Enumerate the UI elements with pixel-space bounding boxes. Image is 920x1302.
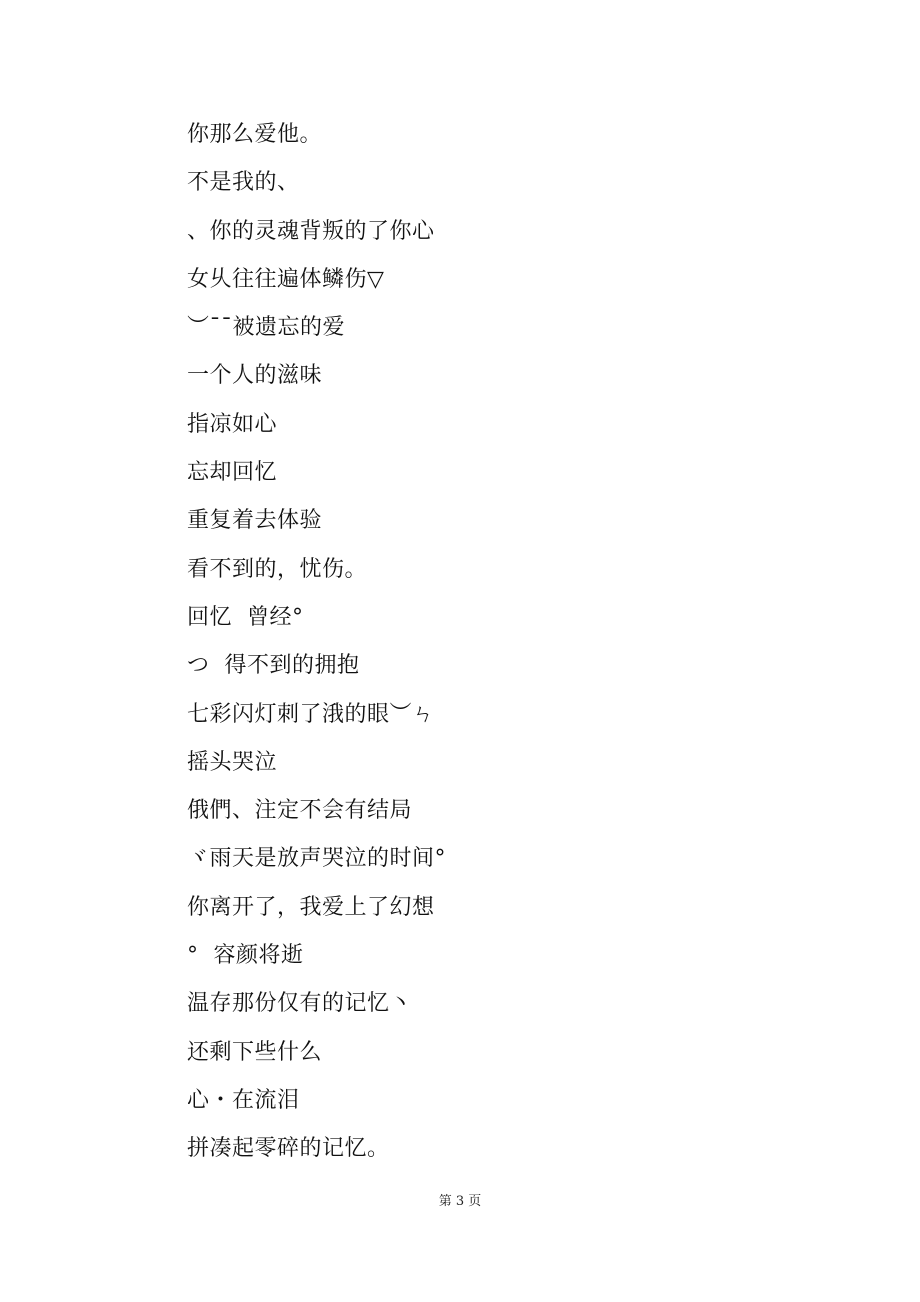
text-line: 七彩闪灯刺了涐的眼︶ㄣ [187,701,435,727]
text-line: 拼凑起零碎的记忆。 [187,1136,390,1162]
text-line: ° 容颜将逝 [187,943,304,969]
text-line: 指凉如心 [187,411,278,437]
text-line: 你离开了，我爱上了幻想 [187,894,435,920]
text-line: 女乆往往遍体鳞伤▽ [187,266,385,292]
text-line: 还剩下些什么 [187,1039,323,1065]
text-line: 心・在流泪 [187,1087,300,1113]
page-number-footer: 第 3 页 [438,1194,482,1209]
text-line: 你那么爱他。 [187,122,323,147]
text-line: ヾ雨天是放声哭泣的时间° [187,846,447,872]
text-line: 、你的灵魂背叛的了你心 [187,218,435,244]
text-line: 重复着去体验 [187,508,323,534]
text-line: 回忆 曾经° [187,604,304,630]
text-line: 不是我的、 [187,170,300,196]
text-line: 俄們、注定不会有结局 [187,798,413,824]
text-line: 看不到的，忧伤。 [187,556,368,582]
text-line: 摇头哭泣 [187,749,278,775]
poem-lines [187,116,827,1179]
text-line: ︶ˉˉ被遗忘的爱 [187,315,346,341]
text-line: 一个人的滋味 [187,363,323,389]
text-line: つ 得不到的拥抱 [187,653,360,679]
text-line: 忘却回忆 [187,460,278,486]
text-line: 温存那份仅有的记忆丶 [187,991,413,1017]
